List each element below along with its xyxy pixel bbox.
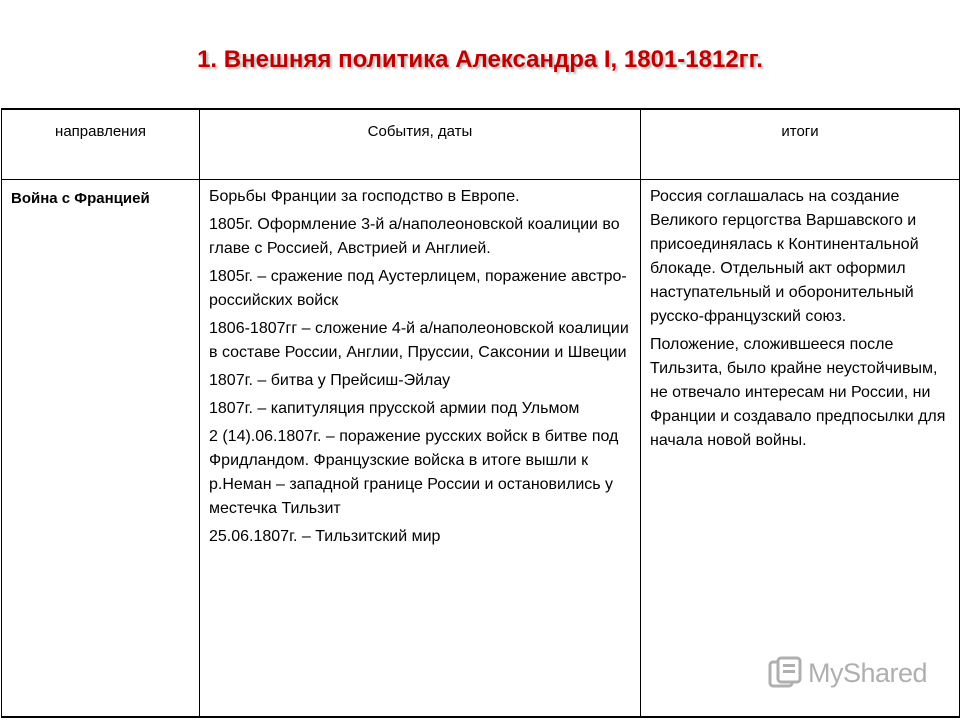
- event-item: Борьбы Франции за господство в Европе.: [209, 187, 520, 205]
- table-row: [2, 179, 960, 717]
- event-item: 2 (14).06.1807г. – поражение русских войск в битве под Фридландом. Французские войска в итоге вышли к р.Неман – западной границе России и остановились у местечка Тильзит: [209, 427, 619, 517]
- result-item: Положение, сложившееся после Тильзита, было крайне неустойчивым, не отвечало интересам ни России, ни Франции и создавало предпосылки для начала новой войны.: [650, 335, 946, 449]
- event-item: 1807г. – капитуляция прусской армии под Ульмом: [209, 399, 580, 417]
- event-item: 1805г. Оформление 3-й а/наполеоновской коалиции во главе с Россией, Австрией и Англией.: [209, 215, 620, 257]
- page-title: 1. Внешняя политика Александра I, 1801-1812гг.: [197, 46, 763, 73]
- results-cell: [641, 179, 960, 717]
- watermark-text: MyShared: [808, 657, 928, 688]
- events-cell: [200, 179, 641, 717]
- myshared-logo-icon: [768, 656, 802, 690]
- event-item: 1806-1807гг – сложение 4-й а/наполеоновской коалиции в составе России, Англии, Пруссии, Саксонии и Швеции: [209, 319, 629, 361]
- header-directions: направления: [2, 109, 200, 179]
- event-item: 1807г. – битва у Прейсиш-Эйлау: [209, 371, 451, 389]
- direction-cell: Война с Францией: [2, 179, 200, 717]
- myshared-watermark: [768, 656, 927, 690]
- event-item: 25.06.1807г. – Тильзитский мир: [209, 527, 441, 545]
- header-results: итоги: [641, 109, 960, 179]
- event-item: 1805г. – сражение под Аустерлицем, поражение австро-российских войск: [209, 267, 627, 309]
- table-header-row: [2, 109, 960, 179]
- header-events: События, даты: [200, 109, 641, 179]
- result-item: Россия соглашалась на создание Великого герцогства Варшавского и присоединялась к Континентальной блокаде. Отдельный акт оформил наступательный и оборонительный русско-французский союз.: [650, 187, 919, 325]
- policy-table: [1, 108, 960, 718]
